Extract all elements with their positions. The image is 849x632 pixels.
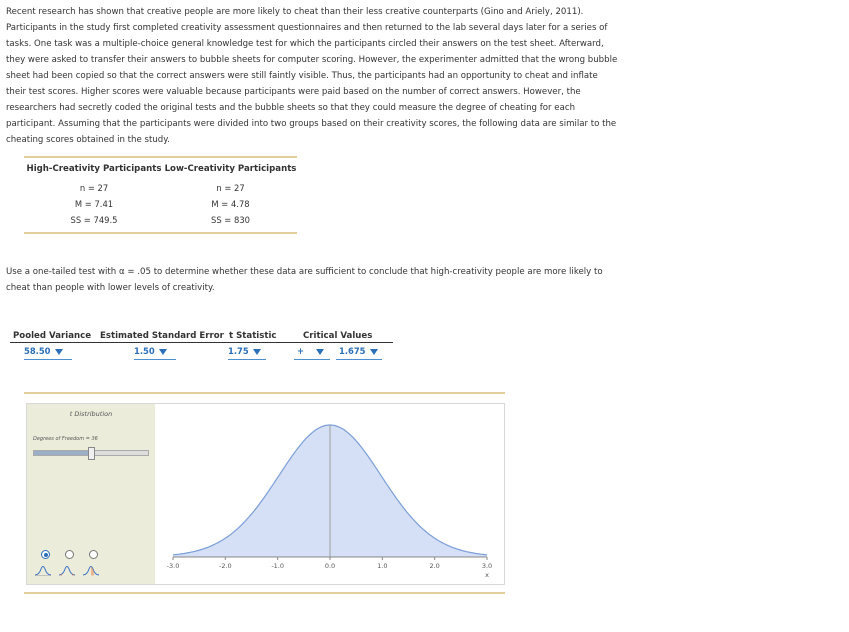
critical-values-label: Critical Values xyxy=(303,331,373,341)
high-n: n = 27 xyxy=(79,183,109,193)
mode-radio-2[interactable] xyxy=(65,550,74,559)
widget-title: t Distribution xyxy=(69,410,113,418)
chevron-down-icon xyxy=(370,349,378,355)
critical-value-value: 1.675 xyxy=(339,346,366,356)
critical-sign-dropdown[interactable] xyxy=(294,346,330,360)
header-low-creativity: Low-Creativity Participants xyxy=(164,164,297,174)
chevron-down-icon xyxy=(316,349,324,355)
bell-curve-icon xyxy=(35,564,51,576)
x-tick-label: -1.0 xyxy=(271,562,285,570)
table-row xyxy=(24,212,297,232)
pooled-variance-dropdown[interactable] xyxy=(24,346,72,360)
pooled-variance-value: 58.50 xyxy=(24,346,51,356)
degrees-of-freedom-label: Degrees of Freedom = 36 xyxy=(33,436,98,442)
mode-radio-3[interactable] xyxy=(89,550,98,559)
data-table xyxy=(24,156,297,234)
question-text: Use a one-tailed test with α = .05 to determine whether these data are sufficient to conclude that high-creativity people are more likely to cheat than people with lower levels of creativity. xyxy=(6,267,603,293)
x-tick-label: -3.0 xyxy=(166,562,180,570)
critical-value-dropdown[interactable] xyxy=(336,346,382,360)
degrees-of-freedom-slider[interactable] xyxy=(33,450,149,456)
x-tick-label: 0.0 xyxy=(324,562,336,570)
standard-error-label: Estimated Standard Error xyxy=(100,331,224,341)
two-tail-curve-icon xyxy=(59,564,75,576)
widget-frame xyxy=(26,403,505,585)
table-row xyxy=(24,196,297,212)
low-ss: SS = 830 xyxy=(211,215,250,225)
table-row xyxy=(24,180,297,196)
standard-error-value: 1.50 xyxy=(134,346,155,356)
x-tick-label: -2.0 xyxy=(218,562,232,570)
x-axis-label: x xyxy=(485,571,489,579)
low-mean: M = 4.78 xyxy=(211,199,250,209)
low-n: n = 27 xyxy=(216,183,245,193)
control-panel xyxy=(27,404,155,584)
answer-headers xyxy=(10,329,393,343)
t-statistic-label: t Statistic xyxy=(229,331,277,341)
problem-intro: Recent research has shown that creative people are more likely to cheat than their less creative counterparts (Gino and Ariely, 2011). Participants in the study first completed creativity assessment questionnaires and then returned to the lab several days later for a series of tasks. One task was a multiple-choice general knowledge test for which the participants circled their answers on the test sheet. Afterward, they were asked to transfer their answers to bubble sheets for computer scoring. However, the experimenter admitted that the wrong bubble sheet had been copied so that the correct answers were still faintly visible. Thus, the participants had an opportunity to cheat and inflate their test scores. Higher scores were valuable because participants were paid based on the number of correct answers. However, the researchers had secretly coded the original tests and the bubble sheets so that they could measure the degree of cheating for each participant. Assuming that the participants were divided into two groups based on their creativity scores, the following data are similar to the cheating scores obtained in the study. xyxy=(6,7,618,145)
pooled-variance-label: Pooled Variance xyxy=(13,331,92,341)
chevron-down-icon xyxy=(55,349,63,355)
chevron-down-icon xyxy=(159,349,167,355)
high-mean: M = 7.41 xyxy=(74,199,114,209)
mode-radio-1[interactable] xyxy=(41,550,50,559)
slider-fill xyxy=(34,451,91,455)
t-statistic-value: 1.75 xyxy=(228,346,249,356)
x-tick-label: 3.0 xyxy=(481,562,493,570)
one-tail-curve-icon xyxy=(83,564,99,576)
slider-thumb[interactable] xyxy=(88,447,95,460)
mode-radio-group xyxy=(41,550,111,560)
critical-sign-value: + xyxy=(297,346,305,356)
table-header xyxy=(24,158,297,180)
standard-error-dropdown[interactable] xyxy=(134,346,176,360)
t-distribution-chart xyxy=(155,404,504,584)
header-high-creativity: High-Creativity Participants xyxy=(26,164,162,174)
x-tick-label: 2.0 xyxy=(429,562,440,570)
t-statistic-dropdown[interactable] xyxy=(228,346,266,360)
x-tick-label: 1.0 xyxy=(377,562,388,570)
t-distribution-widget xyxy=(24,392,505,594)
chevron-down-icon xyxy=(253,349,261,355)
high-ss: SS = 749.5 xyxy=(70,215,118,225)
